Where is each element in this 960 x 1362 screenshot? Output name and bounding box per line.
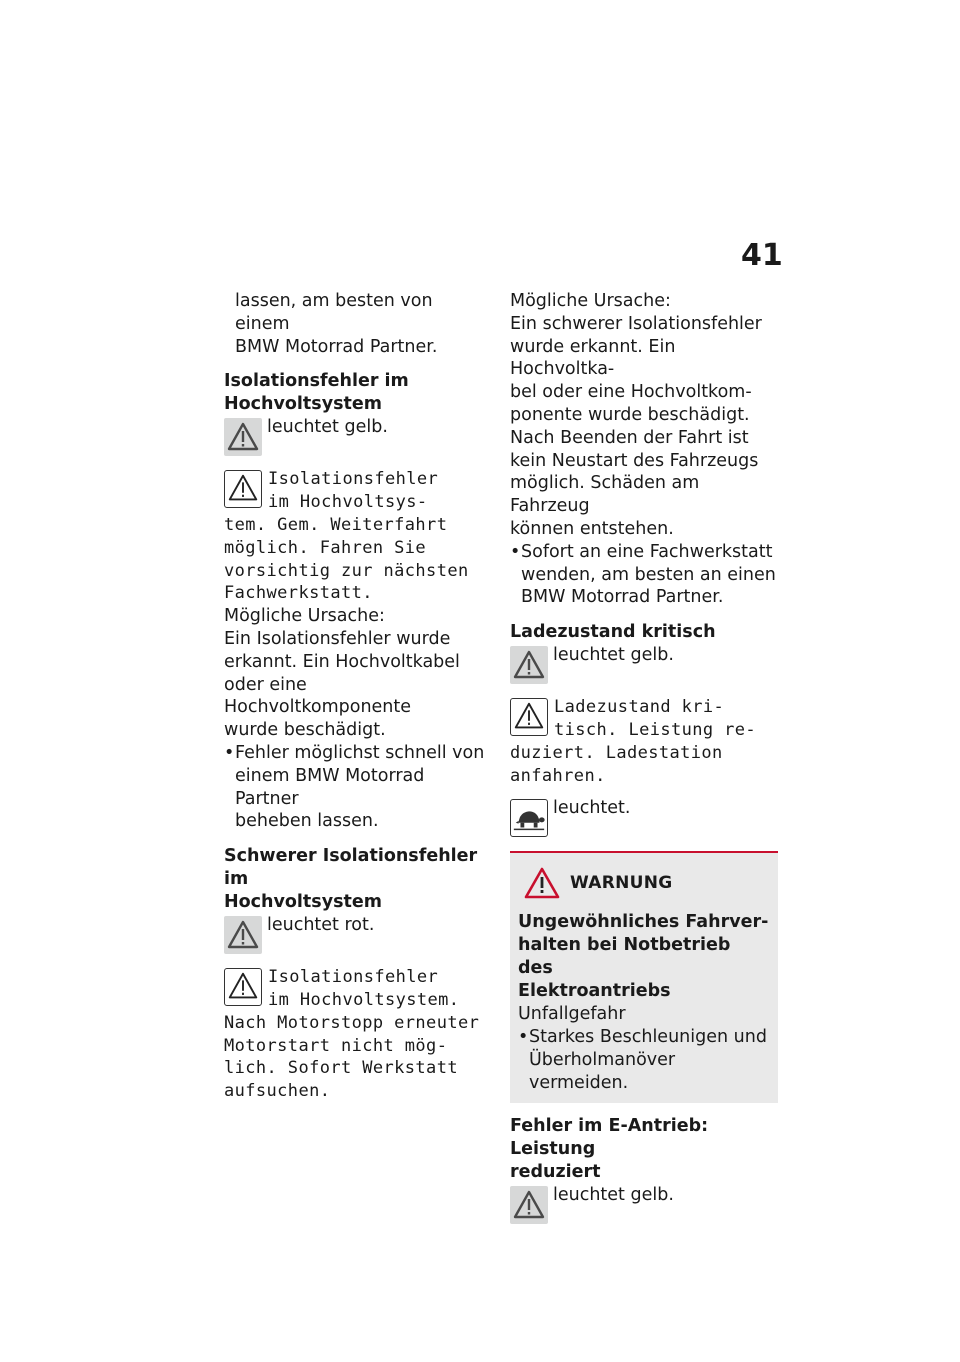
display-text-line: Nach Motorstopp erneuter xyxy=(224,1012,480,1033)
action-line: einem BMW Motorrad Partner xyxy=(235,765,425,809)
display-text-line: im Hochvoltsys- xyxy=(268,492,428,513)
section-heading-line: Fehler im E-Antrieb: Leistung xyxy=(510,1115,709,1159)
section-heading: Ladezustand kritisch xyxy=(510,622,716,643)
warning-heading-line: Ungewöhnliches Fahrver- xyxy=(518,912,769,933)
cause-label: Mögliche Ursache: xyxy=(224,606,385,627)
display-text-line: duziert. Ladestation xyxy=(510,742,723,763)
cause-line: erkannt. Ein Hochvoltkabel xyxy=(224,651,460,672)
indicator-status: leuchtet rot. xyxy=(267,915,375,936)
display-message xyxy=(510,696,778,787)
left-column xyxy=(224,290,492,1103)
section-heading xyxy=(224,845,492,914)
action-line: Sofort an eine Fachwerkstatt xyxy=(521,541,773,562)
indicator-row xyxy=(510,797,778,839)
display-text-line: Isolationsfehler xyxy=(268,967,439,988)
indicator-status: leuchtet gelb. xyxy=(553,645,674,666)
section-heading-line: reduziert xyxy=(510,1161,601,1182)
warning-box xyxy=(510,851,778,1102)
turtle-icon xyxy=(510,799,548,837)
indicator-row xyxy=(510,1184,778,1226)
cause-line: wurde erkannt. Ein Hochvoltka- xyxy=(510,336,676,380)
display-text-line: Motorstart nicht mög- xyxy=(224,1035,448,1056)
warning-heading-line: Elektroantriebs xyxy=(518,981,671,1002)
cause-line: bel oder eine Hochvoltkom- xyxy=(510,382,752,403)
section-heading xyxy=(510,1115,778,1184)
action-line: beheben lassen. xyxy=(235,811,379,832)
warning-heading-line: halten bei Notbetrieb des xyxy=(518,935,731,979)
page-number: 41 xyxy=(741,238,783,273)
cause-line: wurde beschädigt. xyxy=(224,720,386,741)
cause-line: ponente wurde beschädigt. xyxy=(510,404,750,425)
cause-line: möglich. Schäden am Fahrzeug xyxy=(510,473,700,517)
display-text-line: aufsuchen. xyxy=(224,1081,331,1102)
display-text-line: lich. Sofort Werkstatt xyxy=(224,1058,458,1079)
display-text-line: tem. Gem. Weiterfahrt xyxy=(224,514,448,535)
section-heading-line: Hochvoltsystem xyxy=(224,394,383,415)
display-text-line: möglich. Fahren Sie xyxy=(224,537,427,558)
warning-label: WARNUNG xyxy=(570,873,673,894)
cause-line: können entstehen. xyxy=(510,518,674,539)
cause-line: kein Neustart des Fahrzeugs xyxy=(510,450,759,471)
warning-title xyxy=(518,863,770,903)
warning-triangle-icon xyxy=(224,470,262,508)
warning-action xyxy=(518,1026,770,1094)
section-heading-line: Hochvoltsystem xyxy=(224,892,383,913)
warning-triangle-icon xyxy=(510,698,548,736)
warning-danger: Unfallgefahr xyxy=(518,1004,626,1025)
action-line: Fehler möglichst schnell von xyxy=(235,742,485,763)
warning-triangle-icon xyxy=(224,916,262,954)
action-line: Überholmanöver vermeiden. xyxy=(529,1049,676,1093)
action-line: Starkes Beschleunigen und xyxy=(529,1027,767,1048)
indicator-status: leuchtet gelb. xyxy=(553,1184,674,1205)
intro-line: BMW Motorrad Partner. xyxy=(235,336,438,357)
action-line: BMW Motorrad Partner. xyxy=(521,587,724,608)
cause-line: Ein Isolationsfehler wurde xyxy=(224,628,451,649)
indicator-status: leuchtet. xyxy=(553,798,631,819)
section-heading-line: Schwerer Isolationsfehler im xyxy=(224,846,478,890)
display-text-line: tisch. Leistung re- xyxy=(554,719,757,740)
indicator-row xyxy=(224,914,492,956)
cause-line: Nach Beenden der Fahrt ist xyxy=(510,427,749,448)
indicator-status: leuchtet gelb. xyxy=(267,417,388,438)
display-message xyxy=(224,468,492,605)
right-column xyxy=(510,290,778,1226)
display-text-line: vorsichtig zur nächsten xyxy=(224,560,469,581)
action-bullet xyxy=(224,742,492,833)
cause-line: Ein schwerer Isolationsfehler xyxy=(510,313,762,334)
indicator-row xyxy=(224,416,492,458)
action-line: wenden, am besten an einen xyxy=(521,564,776,585)
intro-line: lassen, am besten von einem xyxy=(235,291,433,334)
display-text-line: im Hochvoltsystem. xyxy=(268,989,460,1010)
display-text-line: Isolationsfehler xyxy=(268,469,439,490)
warning-triangle-icon xyxy=(510,1186,548,1224)
display-text-line: anfahren. xyxy=(510,765,606,786)
section-heading-line: Isolationsfehler im xyxy=(224,371,409,392)
warning-triangle-icon xyxy=(510,646,548,684)
cause-line: oder eine Hochvoltkomponente xyxy=(224,674,412,718)
section-heading xyxy=(224,370,492,416)
warning-triangle-icon xyxy=(524,867,560,899)
indicator-row xyxy=(510,644,778,686)
action-bullet xyxy=(510,541,778,609)
display-message xyxy=(224,966,492,1103)
cause-label: Mögliche Ursache: xyxy=(510,291,671,311)
display-text-line: Fachwerkstatt. xyxy=(224,583,373,604)
warning-triangle-icon xyxy=(224,418,262,456)
warning-heading xyxy=(518,911,770,1003)
warning-triangle-icon xyxy=(224,968,262,1006)
display-text-line: Ladezustand kri- xyxy=(554,697,725,718)
